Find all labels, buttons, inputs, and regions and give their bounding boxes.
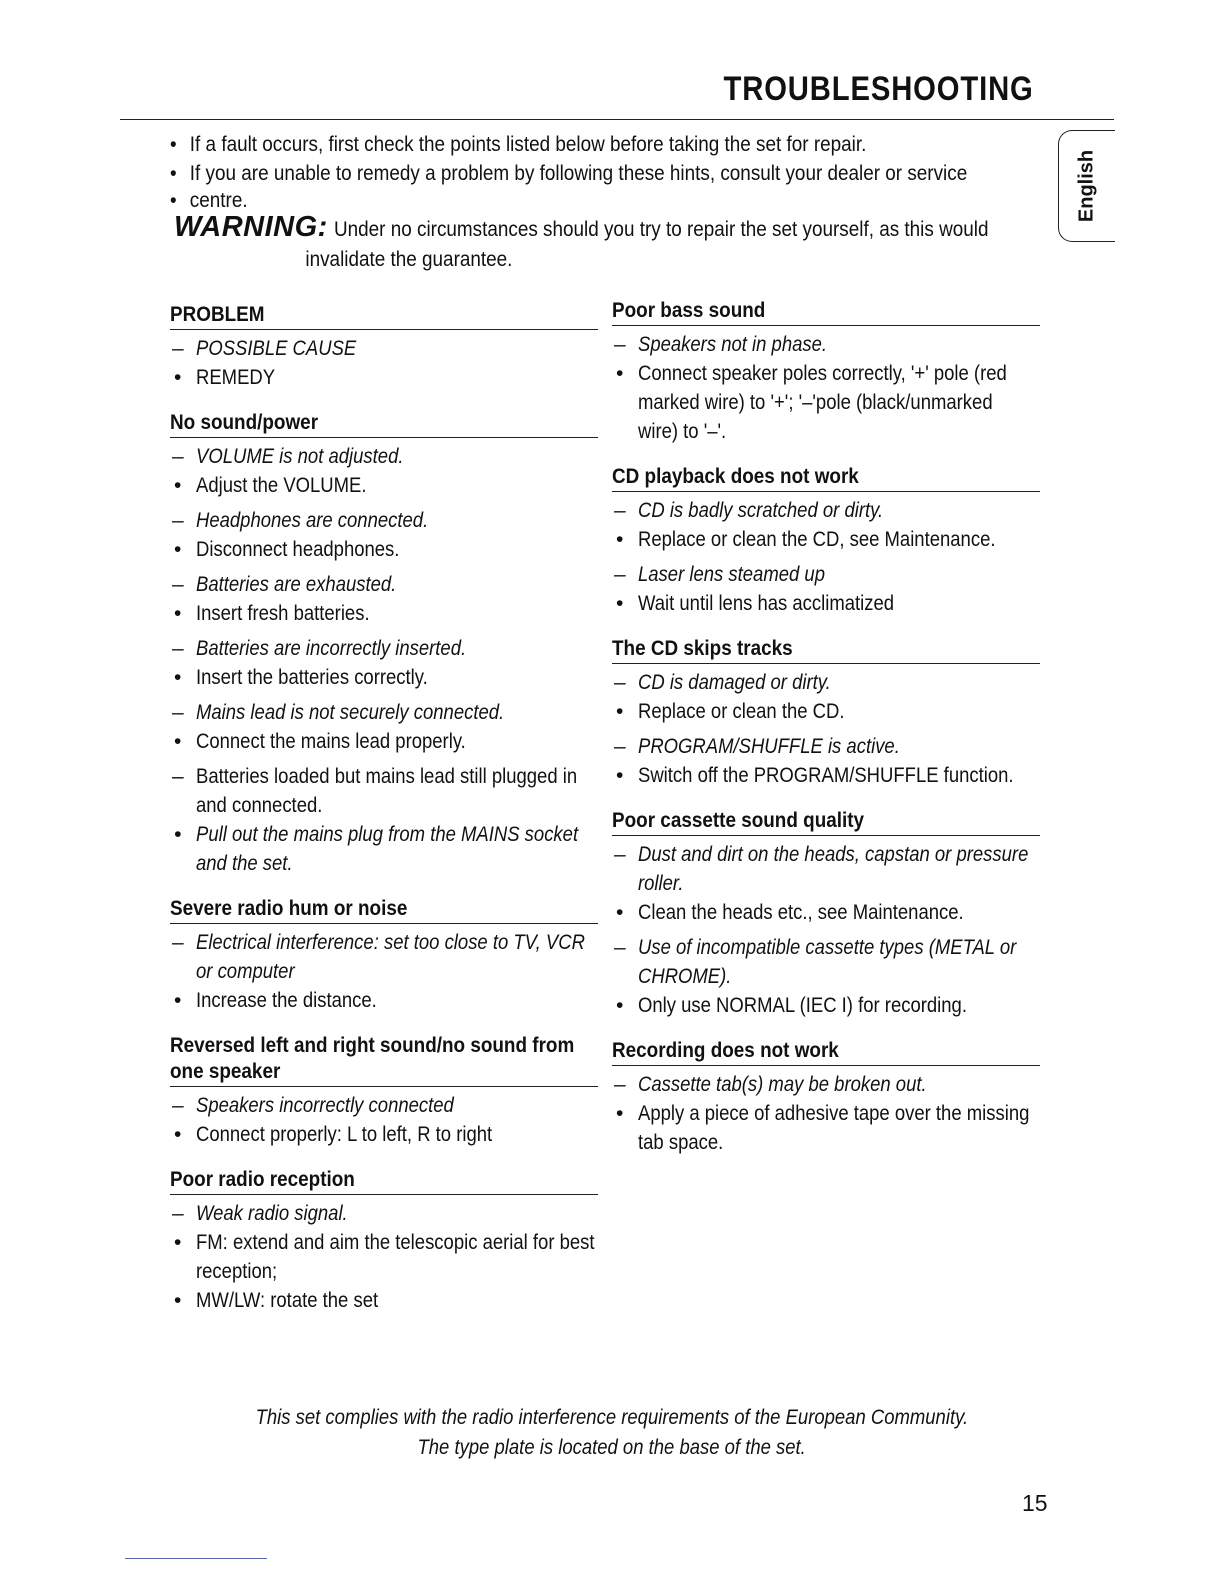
intro-notes	[170, 130, 1030, 215]
possible-cause: – Speakers not in phase.	[612, 330, 1040, 359]
title-rule	[120, 119, 1114, 120]
intro-bullet: • If you are unable to remedy a problem by following these hints, consult your dealer or service	[170, 159, 1054, 188]
possible-cause: – Headphones are connected.	[170, 506, 598, 535]
remedy: • Insert fresh batteries.	[170, 599, 598, 628]
possible-cause: – Speakers incorrectly connected	[170, 1091, 598, 1120]
remedy: • Replace or clean the CD, see Maintenance.	[612, 525, 1040, 554]
legend-remedy: • REMEDY	[170, 363, 598, 392]
problem-heading: Reversed left and right sound/no sound from one speaker	[170, 1033, 598, 1087]
problem-heading: Poor bass sound	[612, 298, 1040, 326]
intro-bullet: • If a fault occurs, first check the points listed below before taking the set for repair.	[170, 130, 1054, 159]
intro-bullet-continuation: • centre.	[170, 186, 1054, 215]
bottom-rule	[125, 1558, 267, 1559]
problem-heading: Poor cassette sound quality	[612, 808, 1040, 836]
remedy: • Switch off the PROGRAM/SHUFFLE function.	[612, 761, 1040, 790]
remedy: • Pull out the mains plug from the MAINS socket and the set.	[170, 820, 598, 878]
possible-cause: – Use of incompatible cassette types (METAL or CHROME).	[612, 933, 1040, 991]
problem-heading: Severe radio hum or noise	[170, 896, 598, 924]
problem-heading: No sound/power	[170, 410, 598, 438]
left-column	[170, 302, 598, 1333]
problem-heading: CD playback does not work	[612, 464, 1040, 492]
type-plate-note: The type plate is located on the base of the set.	[417, 1436, 807, 1459]
possible-cause: – VOLUME is not adjusted.	[170, 442, 598, 471]
legend-heading: PROBLEM	[170, 302, 598, 330]
possible-cause: – Batteries are exhausted.	[170, 570, 598, 599]
warning-continuation: invalidate the guarantee.	[305, 248, 513, 271]
problem-section	[170, 1033, 598, 1149]
language-tab-label: English	[1075, 149, 1098, 223]
remedy: • Increase the distance.	[170, 986, 598, 1015]
possible-cause: – Batteries are incorrectly inserted.	[170, 634, 598, 663]
remedy: • Connect speaker poles correctly, '+' pole (red marked wire) to '+'; '–'pole (black/unmarked wire) to '–'.	[612, 359, 1040, 446]
remedy: • Adjust the VOLUME.	[170, 471, 598, 500]
problem-section	[170, 1167, 598, 1315]
possible-cause: – CD is damaged or dirty.	[612, 668, 1040, 697]
remedy: • FM: extend and aim the telescopic aerial for best reception;	[170, 1228, 598, 1286]
problem-section	[612, 808, 1040, 1020]
legend-cause: – POSSIBLE CAUSE	[170, 334, 598, 363]
possible-cause: – Batteries loaded but mains lead still plugged in and connected.	[170, 762, 598, 820]
problem-section	[612, 298, 1040, 446]
problem-section	[612, 1038, 1040, 1157]
remedy: • Insert the batteries correctly.	[170, 663, 598, 692]
warning-label: WARNING:	[174, 211, 328, 243]
possible-cause: – PROGRAM/SHUFFLE is active.	[612, 732, 1040, 761]
problem-heading: Poor radio reception	[170, 1167, 598, 1195]
remedy: • Clean the heads etc., see Maintenance.	[612, 898, 1040, 927]
remedy: • Disconnect headphones.	[170, 535, 598, 564]
problem-heading: The CD skips tracks	[612, 636, 1040, 664]
remedy: • MW/LW: rotate the set	[170, 1286, 598, 1315]
problem-section	[170, 410, 598, 878]
remedy: • Connect properly: L to left, R to right	[170, 1120, 598, 1149]
possible-cause: – CD is badly scratched or dirty.	[612, 496, 1040, 525]
problem-section	[170, 896, 598, 1015]
remedy: • Replace or clean the CD.	[612, 697, 1040, 726]
possible-cause: – Electrical interference: set too close to TV, VCR or computer	[170, 928, 598, 986]
possible-cause: – Mains lead is not securely connected.	[170, 698, 598, 727]
warning-text: Under no circumstances should you try to repair the set yourself, as this would	[333, 218, 989, 241]
remedy: • Only use NORMAL (IEC I) for recording.	[612, 991, 1040, 1020]
possible-cause: – Laser lens steamed up	[612, 560, 1040, 589]
legend-section	[170, 302, 598, 392]
possible-cause: – Dust and dirt on the heads, capstan or pressure roller.	[612, 840, 1040, 898]
warning-note	[174, 212, 1074, 275]
remedy: • Apply a piece of adhesive tape over the missing tab space.	[612, 1099, 1040, 1157]
problem-heading: Recording does not work	[612, 1038, 1040, 1066]
compliance-note: This set complies with the radio interference requirements of the European Community.	[255, 1406, 969, 1429]
possible-cause: – Cassette tab(s) may be broken out.	[612, 1070, 1040, 1099]
remedy: • Connect the mains lead properly.	[170, 727, 598, 756]
possible-cause: – Weak radio signal.	[170, 1199, 598, 1228]
problem-section	[612, 636, 1040, 790]
right-column	[612, 298, 1040, 1175]
page-title: TROUBLESHOOTING	[723, 70, 1034, 108]
problem-section	[612, 464, 1040, 618]
page-number: 15	[1022, 1490, 1048, 1516]
remedy: • Wait until lens has acclimatized	[612, 589, 1040, 618]
